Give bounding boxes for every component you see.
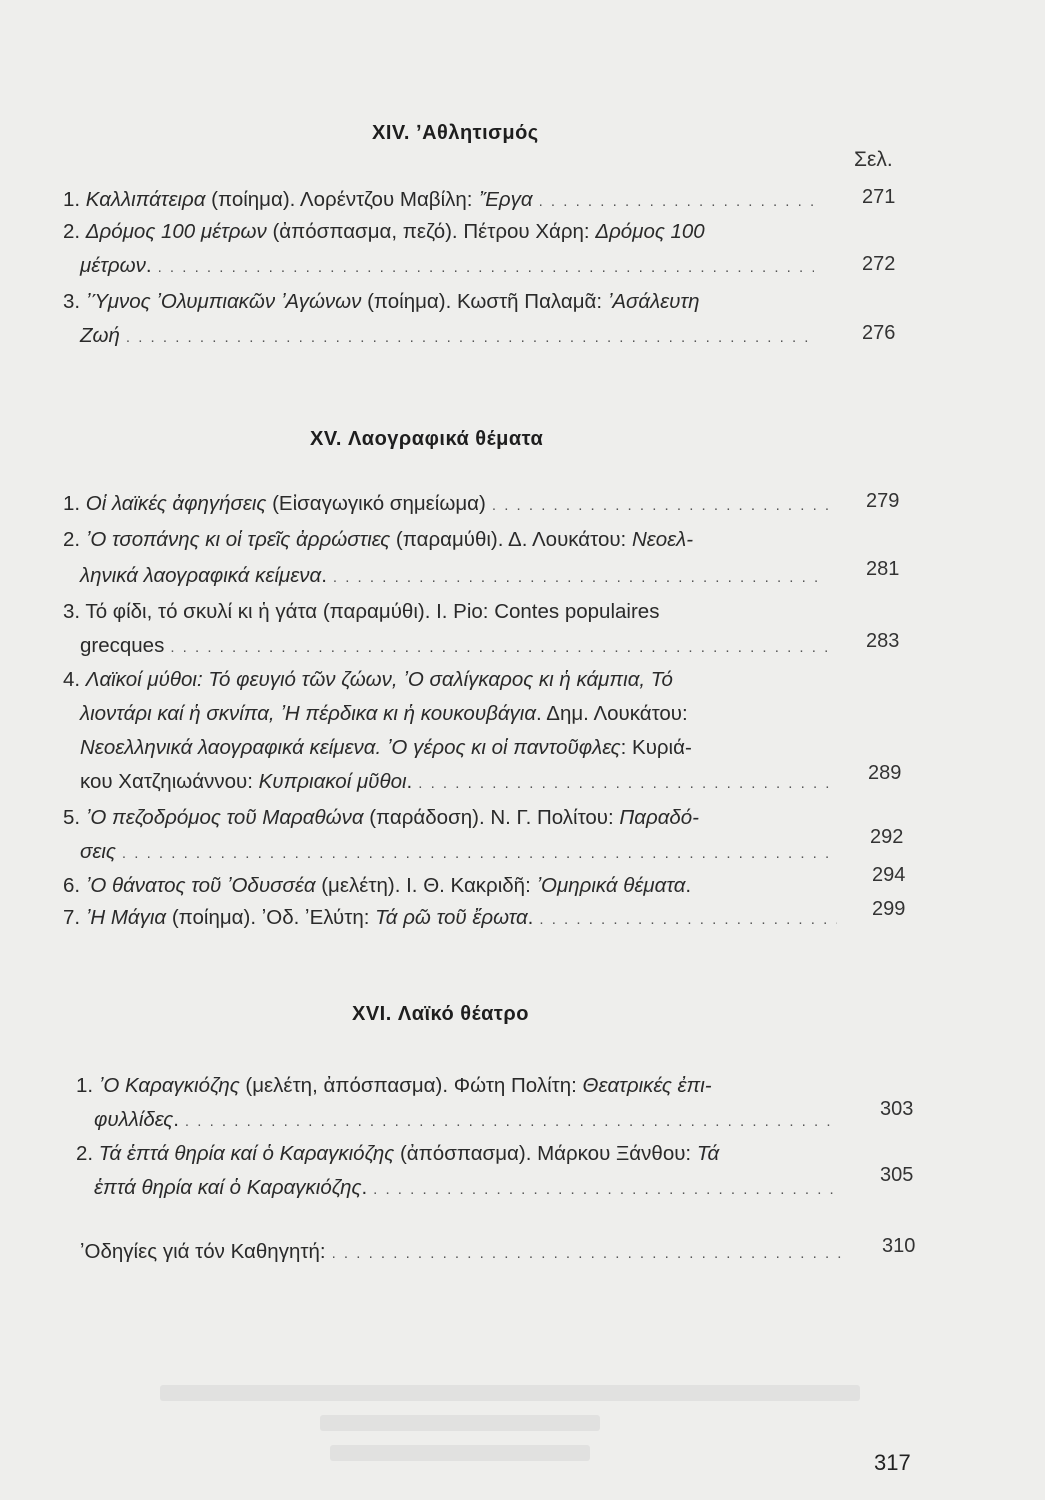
toc-entry-line[interactable] (63, 290, 843, 314)
leader-dots (170, 636, 829, 660)
toc-entry-line[interactable] (80, 840, 840, 866)
toc-entry-text: 7. ʼΗ Μάγια (ποίημα). ʼΟδ. ʼΕλύτη: Τά ρῶ τοῦ ἔρωτα. (63, 906, 534, 929)
toc-entry-text: Νεοελληνικά λαογραφικά κείμενα. ʼΟ γέρος κι οἱ παντοῦφλες: Κυριά- (80, 736, 692, 759)
bleed-through-shadow (320, 1415, 600, 1431)
leader-dots (332, 1242, 844, 1266)
page-number: 317 (874, 1450, 911, 1475)
toc-entry-line[interactable] (63, 600, 843, 624)
section-heading-xvi: XVI. Λαϊκό θέατρο (352, 1003, 529, 1025)
toc-entry-line[interactable] (63, 874, 843, 898)
leader-dots (418, 772, 832, 796)
section-heading-xiv: XIV. ʼΑθλητισμός (372, 122, 539, 144)
leader-dots (122, 842, 834, 866)
leader-dots (492, 494, 829, 518)
toc-page-number: 271 (862, 186, 896, 208)
toc-entry-text: κου Χατζηιωάννου: Κυπριακοί μῦθοι. (80, 770, 413, 793)
toc-page-number: 305 (880, 1164, 914, 1186)
section-heading-xv: XV. Λαογραφικά θέματα (310, 428, 544, 450)
toc-entry-text: μέτρων. (80, 254, 152, 277)
toc-page-number: 289 (868, 762, 902, 784)
toc-entry-line[interactable] (63, 188, 828, 214)
leader-dots (185, 1110, 840, 1134)
toc-page-number: 279 (866, 490, 900, 512)
toc-entry-line[interactable] (94, 1176, 846, 1202)
toc-entry-line[interactable] (80, 254, 820, 280)
page-column-label: Σελ. (854, 148, 893, 171)
leader-dots (158, 256, 814, 280)
bleed-through-shadow (160, 1385, 860, 1401)
toc-page-number: 281 (866, 558, 900, 580)
toc-entry-text: grecques (80, 634, 165, 657)
toc-entry-text: λιοντάρι καί ἡ σκνίπα, ʼΗ πέρδικα κι ἡ κουκουβάγια. Δημ. Λουκάτου: (80, 702, 688, 725)
leader-dots (126, 326, 814, 350)
toc-entry-line[interactable] (63, 528, 838, 552)
toc-page-number: 283 (866, 630, 900, 652)
toc-page-number: 303 (880, 1098, 914, 1120)
toc-entry-label: ʼΟδηγίες γιά τόν Καθηγητή: (80, 1240, 326, 1263)
bleed-through-shadow (330, 1445, 590, 1461)
toc-entry-line[interactable] (63, 492, 835, 518)
toc-entry-teacher-guide[interactable] (80, 1240, 850, 1266)
toc-page-number: 292 (870, 826, 904, 848)
toc-entry-line[interactable] (63, 220, 833, 244)
toc-entry-line[interactable] (80, 736, 840, 760)
leader-dots (333, 566, 826, 590)
leader-dots (539, 190, 822, 214)
toc-entry-line[interactable] (80, 564, 832, 590)
toc-entry-text: Ζωή (80, 324, 120, 347)
toc-entry-line[interactable] (80, 634, 835, 660)
toc-entry-line[interactable] (80, 702, 840, 726)
toc-entry-text: ἑπτά θηρία καί ὁ Καραγκιόζης. (94, 1176, 368, 1199)
toc-entry-line[interactable] (76, 1142, 866, 1166)
toc-entry-line[interactable] (63, 906, 843, 932)
toc-entry-text: 3. Τό φίδι, τό σκυλί κι ἡ γάτα (παραμύθι). Ι. Pio: Contes populaires (63, 600, 660, 623)
leader-dots (539, 908, 837, 932)
toc-entry-line[interactable] (63, 668, 843, 692)
toc-entry-text: σεις (80, 840, 116, 863)
toc-entry-line[interactable] (76, 1074, 856, 1098)
toc-entry-line[interactable] (94, 1108, 846, 1134)
toc-entry-text: 2. Τά ἑπτά θηρία καί ὁ Καραγκιόζης (ἀπόσπασμα). Μάρκου Ξάνθου: Τά (76, 1142, 720, 1165)
toc-entry-text: 3. ʼΎμνος ʼΟλυμπιακῶν ʼΑγώνων (ποίημα). Κωστῆ Παλαμᾶ: ʼΑσάλευτη (63, 290, 700, 313)
toc-entry-text: 2. Δρόμος 100 μέτρων (ἀπόσπασμα, πεζό). Πέτρου Χάρη: Δρόμος 100 (63, 220, 705, 243)
toc-entry-text: 1. Οἱ λαϊκές ἀφηγήσεις (Εἰσαγωγικό σημείωμα) (63, 492, 486, 515)
toc-page-number: 310 (882, 1235, 916, 1257)
toc-page-number: 299 (872, 898, 906, 920)
toc-entry-text: 1. ʼΟ Καραγκιόζης (μελέτη, ἀπόσπασμα). Φώτη Πολίτη: Θεατρικές ἐπι- (76, 1074, 712, 1097)
toc-entry-line[interactable] (80, 770, 838, 796)
toc-page-number: 276 (862, 322, 896, 344)
toc-entry-text: φυλλίδες. (94, 1108, 179, 1131)
toc-entry-text: 2. ʼΟ τσοπάνης κι οἱ τρεῖς ἀρρώστιες (παραμύθι). Δ. Λουκάτου: Νεοελ- (63, 528, 694, 551)
toc-entry-text: 4. Λαϊκοί μύθοι: Τό φευγιό τῶν ζώων, ʼΟ σαλίγκαρος κι ἡ κάμπια, Τό (63, 668, 673, 691)
leader-dots (373, 1178, 840, 1202)
toc-page-number: 294 (872, 864, 906, 886)
toc-entry-text: 6. ʼΟ θάνατος τοῦ ʼΟδυσσέα (μελέτη). Ι. Θ. Κακριδῆ: ʼΟμηρικά θέματα. (63, 874, 692, 897)
toc-page-number: 272 (862, 253, 896, 275)
toc-entry-text: 1. Καλλιπάτειρα (ποίημα). Λορέντζου Μαβίλη: ʼΈργα (63, 188, 533, 211)
toc-entry-text: 5. ʼΟ πεζοδρόμος τοῦ Μαραθώνα (παράδοση). Ν. Γ. Πολίτου: Παραδό- (63, 806, 700, 829)
toc-entry-line[interactable] (80, 324, 820, 350)
toc-entry-line[interactable] (63, 806, 843, 830)
toc-entry-text: ληνικά λαογραφικά κείμενα. (80, 564, 327, 587)
